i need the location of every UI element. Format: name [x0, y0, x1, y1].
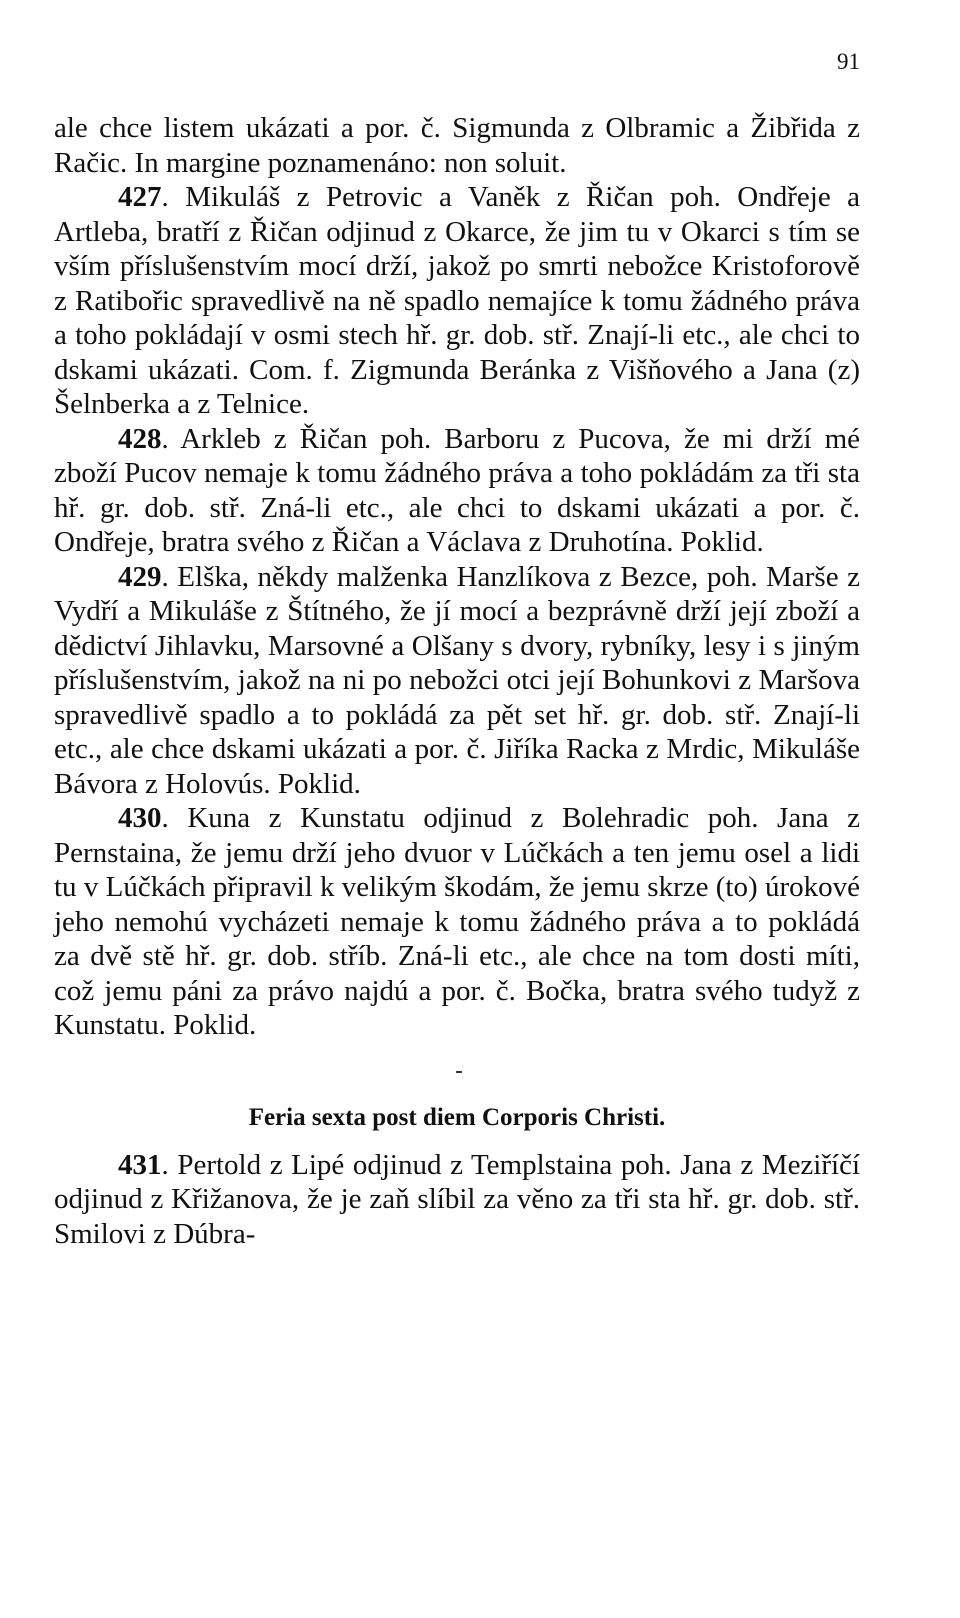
entry-number: 428 [118, 422, 162, 455]
page-body [54, 111, 860, 1251]
entry-text: Arkleb z Řičan poh. Barboru z Pucova, že mi drží mé zboží Pucov nemaje k tomu žádného práva a toho pokládám za tři sta hř. gr. dob. stř. Zná-li etc., ale chci to dskami ukázati a por. č. Ondřeje, bratra svého z Řičan a Václava z Druhotína. Poklid. [54, 422, 861, 558]
divider-mark [456, 1071, 462, 1073]
entry-428: 428. Arkleb z Řičan poh. Barboru z Pucova, že mi drží mé zboží Pucov nemaje k tomu žádného práva a toho pokládám za tři sta hř. gr. dob. stř. Zná-li etc., ale chci to dskami ukázati a por. č. Ondřeje, bratra svého z Řičan a Václava z Druhotína. Poklid. [54, 422, 861, 558]
entry-text: Mikuláš z Petrovic a Vaněk z Řičan poh. Ondřeje a Artleba, bratří z Řičan odjinud z Okarce, že jim tu v Okarci s tím se vším příslušenstvím mocí drží, jakož po smrti nebožce Kristoforově z Ratibořic spravedlivě na ně spadlo nemajíce k tomu žádného práva a toho pokládají v osmi stech hř. gr. dob. stř. Znají-li etc., ale chci to dskami ukázati. Com. f. Zigmunda Beránka z Višňového a Jana (z) Šelnberka a z Telnice. [54, 181, 860, 420]
section-heading: Feria sexta post diem Corporis Christi. [248, 1103, 666, 1131]
entry-number: 427 [118, 181, 162, 213]
entry-text: Pertold z Lipé odjinud z Templstaina poh. Jana z Meziříčí odjinud z Křižanova, že je zaň slíbil za věno za tři sta hř. gr. dob. stř. Smilovi z Dúbra- [54, 1148, 861, 1250]
entry-430: 430. Kuna z Kunstatu odjinud z Bolehradic poh. Jana z Pernstaina, že jemu drží jeho dvuor v Lúčkách a ten jemu osel a lidi tu v Lúčkách připravil k velikým škodám, že jemu skrze (to) úrokové jeho nemohú vycházeti nemaje k tomu žádného práva a to pokládá za dvě stě hř. gr. dob. stříb. Zná-li etc., ale chce na tom dosti míti, což jemu páni za právo najdú a por. č. Bočka, bratra svého tudyž z Kunstatu. Poklid. [54, 802, 861, 1041]
paragraph-text: ale chce listem ukázati a por. č. Sigmunda z Olbramic a Žibřida z Račic. In margine poznamenáno: non soluit. [54, 112, 860, 179]
page-number: 91 [837, 49, 860, 74]
paragraph-continuation [54, 111, 860, 180]
entry-number: 430 [118, 802, 162, 834]
entry-431: 431. Pertold z Lipé odjinud z Templstaina poh. Jana z Meziříčí odjinud z Křižanova, že je zaň slíbil za věno za tři sta hř. gr. dob. stř. Smilovi z Dúbra- [54, 1148, 861, 1250]
entry-427: 427. Mikuláš z Petrovic a Vaněk z Řičan poh. Ondřeje a Artleba, bratří z Řičan odjinud z Okarce, že jim tu v Okarci s tím se vším příslušenstvím mocí drží, jakož po smrti nebožce Kristoforově z Ratibořic spravedlivě na ně spadlo nemajíce k tomu žádného práva a toho pokládají v osmi stech hř. gr. dob. stř. Znají-li etc., ale chci to dskami ukázati. Com. f. Zigmunda Beránka z Višňového a Jana (z) Šelnberka a z Telnice. [54, 181, 860, 420]
entry-text: Elška, někdy malženka Hanzlíkova z Bezce, poh. Marše z Vydří a Mikuláše z Štítného, že jí mocí a bezprávně drží její zboží a dědictví Jihlavku, Marsovné a Olšany s dvory, rybníky, lesy i s jiným příslušenstvím, jakož na ni po nebožci otci její Bohunkovi z Maršova spravedlivě spadlo a to pokládá za pět set hř. gr. dob. stř. Znají-li etc., ale chce dskami ukázati a por. č. Jiříka Racka z Mrdic, Mikuláše Bávora z Holovús. Poklid. [54, 560, 860, 800]
entry-number: 429 [118, 560, 162, 593]
entry-text: Kuna z Kunstatu odjinud z Bolehradic poh. Jana z Pernstaina, že jemu drží jeho dvuor v Lúčkách a ten jemu osel a lidi tu v Lúčkách připravil k velikým škodám, že jemu skrze (to) úrokové jeho nemohú vycházeti nemaje k tomu žádného práva a to pokládá za dvě stě hř. gr. dob. stříb. Zná-li etc., ale chce na tom dosti míti, což jemu páni za právo najdú a por. č. Bočka, bratra svého tudyž z Kunstatu. Poklid. [54, 802, 861, 1041]
entry-429: 429. Elška, někdy malženka Hanzlíkova z Bezce, poh. Marše z Vydří a Mikuláše z Štítného, že jí mocí a bezprávně drží její zboží a dědictví Jihlavku, Marsovné a Olšany s dvory, rybníky, lesy i s jiným příslušenstvím, jakož na ni po nebožci otci její Bohunkovi z Maršova spravedlivě spadlo a to pokládá za pět set hř. gr. dob. stř. Znají-li etc., ale chce dskami ukázati a por. č. Jiříka Racka z Mrdic, Mikuláše Bávora z Holovús. Poklid. [54, 560, 860, 800]
entry-number: 431 [118, 1148, 162, 1181]
document-page [54, 0, 860, 1618]
section-divider [54, 1043, 860, 1087]
